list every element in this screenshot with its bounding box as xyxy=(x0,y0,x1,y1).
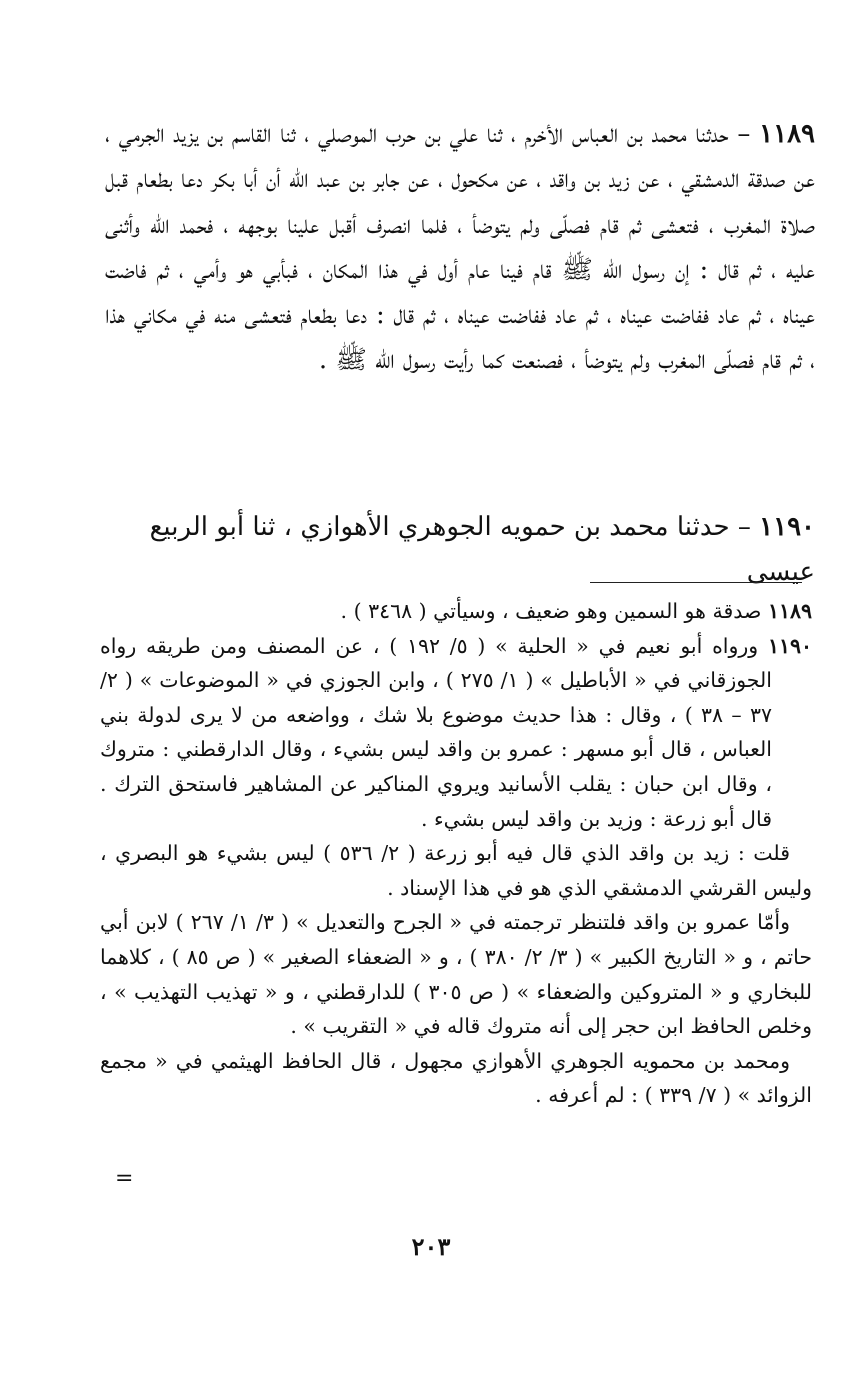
footnote-1190-number: ١١٩٠ xyxy=(767,633,812,658)
footnote-separator xyxy=(590,582,802,583)
footnotes xyxy=(100,594,812,1113)
footnote-paragraph-2: قلت : زيد بن واقد الذي قال فيه أبو زرعة ( ٢/ ٥٣٦ ) ليس بشيء هو البصري ، وليس القرشي الدمشقي الذي هو في هذا الإسناد . xyxy=(100,841,812,900)
footnote-1189 xyxy=(100,594,812,629)
hadith-1189-text: – حدثنا محمد بن العباس الأخرم ، ثنا علي بن حرب الموصلي ، ثنا القاسم بن يزيد الجرمي ، عن صدقة الدمشقي ، عن زيد بن واقد ، عن مكحول ، عن جابر بن عبد الله أن أبا بكر دعا بطعام قبل صلاة المغرب ، فتعشى ثم قام فصلّى ولم يتوضأ ، فلما انصرف أقبل علينا بوجهه ، فحمد الله وأثنى عليه ، ثم قال : إن رسول الله ﷺ قام فينا عام أول في هذا المكان ، فبأبي هو وأمي ، ثم فاضت عيناه ، ثم عاد ففاضت عيناه ، ثم عاد ففاضت عيناه ، ثم قال : دعا بطعام فتعشى منه في مكاني هذا ، ثم قام فصلّى المغرب ولم يتوضأ ، فصنعت كما رأيت رسول الله ﷺ . xyxy=(105,119,815,376)
hadith-1190-text: – حدثنا محمد بن حمويه الجوهري الأهوازي ، ثنا أبو الربيع عيسى xyxy=(149,512,815,587)
page-number: ٢٠٣ xyxy=(411,1232,451,1261)
footnote-paragraph-3: وأمّا عمرو بن واقد فلتنظر ترجمته في « الجرح والتعديل » ( ٣/ ١/ ٢٦٧ ) لابن أبي حاتم ، و « التاريخ الكبير » ( ٣/ ٢/ ٣٨٠ ) ، و « الضعفاء الصغير » ( ص ٨٥ ) ، كلاهما للبخاري و « المتروكين والضعفاء » ( ص ٣٠٥ ) للدارقطني ، و « تهذيب التهذيب » ، وخلص الحافظ ابن حجر إلى أنه متروك قاله في « التقريب » . xyxy=(100,910,813,1039)
footnote-1189-number: ١١٨٩ xyxy=(767,599,812,623)
hadith-1189 xyxy=(105,112,815,384)
footnote-1189-text: صدقة هو السمين وهو ضعيف ، وسيأتي ( ٣٤٦٨ ) . xyxy=(340,599,768,623)
footnote-1190-text: ورواه أبو نعيم في « الحلية » ( ٥/ ١٩٢ ) ، عن المصنف ومن طريقه رواه الجوزقاني في « الأباطيل » ( ١/ ٢٧٥ ) ، وابن الجوزي في « الموضوعات » ( ٢/ ٣٧ – ٣٨ ) ، وقال : هذا حديث موضوع بلا شك ، وواضعه من لا يرى لدولة بني العباس ، قال أبو مسهر : عمرو بن واقد ليس بشيء ، وقال الدارقطني : متروك ، وقال ابن حبان : يقلب الأسانيد ويروي المناكير عن المشاهير فاستحق الترك . قال أبو زرعة : وزيد بن واقد ليس بشيء . xyxy=(100,633,772,831)
hadith-1190-number: ١١٩٠ xyxy=(759,512,815,542)
continuation-mark: = xyxy=(115,1166,134,1191)
footnote-paragraph-4: ومحمد بن محمويه الجوهري الأهوازي مجهول ، قال الحافظ الهيثمي في « مجمع الزوائد » ( ٧/ ٣٣٩ ) : لم أعرفه . xyxy=(100,1048,812,1108)
hadith-1189-number: ١١٨٩ xyxy=(759,119,815,149)
hadith-1189-paragraph xyxy=(105,112,815,384)
footnote-1190 xyxy=(100,629,812,837)
